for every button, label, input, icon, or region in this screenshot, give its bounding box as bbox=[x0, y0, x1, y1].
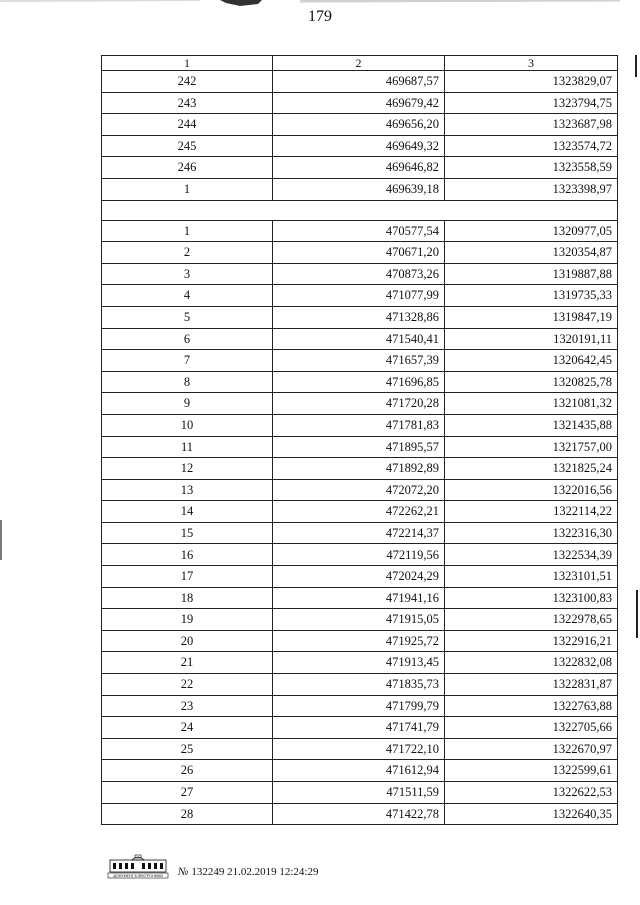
table-row bbox=[102, 436, 618, 458]
point-number-cell: 19 bbox=[102, 609, 273, 631]
point-number-cell: 16 bbox=[102, 544, 273, 566]
y-coordinate-cell: 1322763,88 bbox=[445, 695, 618, 717]
point-number-cell: 12 bbox=[102, 458, 273, 480]
point-number-cell: 245 bbox=[102, 135, 273, 157]
y-coordinate-cell: 1322114,22 bbox=[445, 501, 618, 523]
x-coordinate-cell: 471941,16 bbox=[273, 587, 445, 609]
table-row bbox=[102, 695, 618, 717]
x-coordinate-cell: 469656,20 bbox=[273, 114, 445, 136]
x-coordinate-cell: 471657,39 bbox=[273, 350, 445, 372]
column-header: 3 bbox=[445, 56, 618, 71]
x-coordinate-cell: 469687,57 bbox=[273, 71, 445, 93]
x-coordinate-cell: 471925,72 bbox=[273, 630, 445, 652]
table-row bbox=[102, 738, 618, 760]
x-coordinate-cell: 471915,05 bbox=[273, 609, 445, 631]
table-row bbox=[102, 587, 618, 609]
x-coordinate-cell: 471422,78 bbox=[273, 803, 445, 825]
table-row bbox=[102, 566, 618, 588]
y-coordinate-cell: 1322978,65 bbox=[445, 609, 618, 631]
x-coordinate-cell: 471696,85 bbox=[273, 371, 445, 393]
scan-margin-mark bbox=[635, 55, 637, 77]
y-coordinate-cell: 1319887,88 bbox=[445, 263, 618, 285]
y-coordinate-cell: 1322670,97 bbox=[445, 738, 618, 760]
y-coordinate-cell: 1321435,88 bbox=[445, 414, 618, 436]
table-row bbox=[102, 782, 618, 804]
table-row bbox=[102, 630, 618, 652]
table-header-row bbox=[102, 56, 618, 71]
table-row bbox=[102, 393, 618, 415]
table-row bbox=[102, 285, 618, 307]
y-coordinate-cell: 1321757,00 bbox=[445, 436, 618, 458]
section-separator-row bbox=[102, 200, 618, 220]
point-number-cell: 22 bbox=[102, 674, 273, 696]
point-number-cell: 28 bbox=[102, 803, 273, 825]
y-coordinate-cell: 1321081,32 bbox=[445, 393, 618, 415]
table-row bbox=[102, 350, 618, 372]
y-coordinate-cell: 1322622,53 bbox=[445, 782, 618, 804]
table-row bbox=[102, 306, 618, 328]
table-row bbox=[102, 414, 618, 436]
point-number-cell: 7 bbox=[102, 350, 273, 372]
point-number-cell: 26 bbox=[102, 760, 273, 782]
table-row bbox=[102, 135, 618, 157]
column-header: 1 bbox=[102, 56, 273, 71]
point-number-cell: 23 bbox=[102, 695, 273, 717]
y-coordinate-cell: 1323101,51 bbox=[445, 566, 618, 588]
point-number-cell: 15 bbox=[102, 522, 273, 544]
y-coordinate-cell: 1323398,97 bbox=[445, 178, 618, 200]
x-coordinate-cell: 471540,41 bbox=[273, 328, 445, 350]
y-coordinate-cell: 1322640,35 bbox=[445, 803, 618, 825]
point-number-cell: 17 bbox=[102, 566, 273, 588]
y-coordinate-cell: 1323794,75 bbox=[445, 92, 618, 114]
y-coordinate-cell: 1319735,33 bbox=[445, 285, 618, 307]
table-row bbox=[102, 371, 618, 393]
x-coordinate-cell: 472262,21 bbox=[273, 501, 445, 523]
column-header: 2 bbox=[273, 56, 445, 71]
x-coordinate-cell: 471781,83 bbox=[273, 414, 445, 436]
table-row bbox=[102, 157, 618, 179]
table-row bbox=[102, 178, 618, 200]
x-coordinate-cell: 469639,18 bbox=[273, 178, 445, 200]
y-coordinate-cell: 1322316,30 bbox=[445, 522, 618, 544]
x-coordinate-cell: 469649,32 bbox=[273, 135, 445, 157]
table-row bbox=[102, 220, 618, 242]
y-coordinate-cell: 1320191,11 bbox=[445, 328, 618, 350]
x-coordinate-cell: 471511,59 bbox=[273, 782, 445, 804]
table-row bbox=[102, 652, 618, 674]
table-row bbox=[102, 803, 618, 825]
point-number-cell: 4 bbox=[102, 285, 273, 307]
y-coordinate-cell: 1323100,83 bbox=[445, 587, 618, 609]
point-number-cell: 1 bbox=[102, 220, 273, 242]
point-number-cell: 11 bbox=[102, 436, 273, 458]
point-number-cell: 1 bbox=[102, 178, 273, 200]
point-number-cell: 243 bbox=[102, 92, 273, 114]
x-coordinate-cell: 472214,37 bbox=[273, 522, 445, 544]
table-row bbox=[102, 263, 618, 285]
table-row bbox=[102, 609, 618, 631]
document-footer bbox=[178, 866, 319, 878]
x-coordinate-cell: 471799,79 bbox=[273, 695, 445, 717]
point-number-cell: 27 bbox=[102, 782, 273, 804]
y-coordinate-cell: 1323558,59 bbox=[445, 157, 618, 179]
point-number-cell: 244 bbox=[102, 114, 273, 136]
point-number-cell: 13 bbox=[102, 479, 273, 501]
point-number-cell: 6 bbox=[102, 328, 273, 350]
y-coordinate-cell: 1322705,66 bbox=[445, 717, 618, 739]
x-coordinate-cell: 472024,29 bbox=[273, 566, 445, 588]
y-coordinate-cell: 1320825,78 bbox=[445, 371, 618, 393]
x-coordinate-cell: 471913,45 bbox=[273, 652, 445, 674]
x-coordinate-cell: 470671,20 bbox=[273, 242, 445, 264]
y-coordinate-cell: 1322534,39 bbox=[445, 544, 618, 566]
stamp-caption: ДОКУМЕНТ·ЕЛЕКТРОННИЙ bbox=[113, 874, 163, 878]
x-coordinate-cell: 471328,86 bbox=[273, 306, 445, 328]
point-number-cell: 2 bbox=[102, 242, 273, 264]
table-row bbox=[102, 458, 618, 480]
scan-margin-mark bbox=[636, 590, 638, 638]
x-coordinate-cell: 470873,26 bbox=[273, 263, 445, 285]
x-coordinate-cell: 471741,79 bbox=[273, 717, 445, 739]
x-coordinate-cell: 471835,73 bbox=[273, 674, 445, 696]
page-number: 179 bbox=[308, 8, 332, 25]
table-row bbox=[102, 522, 618, 544]
x-coordinate-cell: 471892,89 bbox=[273, 458, 445, 480]
table-row bbox=[102, 674, 618, 696]
table-row bbox=[102, 760, 618, 782]
x-coordinate-cell: 469679,42 bbox=[273, 92, 445, 114]
point-number-cell: 21 bbox=[102, 652, 273, 674]
y-coordinate-cell: 1322832,08 bbox=[445, 652, 618, 674]
point-number-cell: 18 bbox=[102, 587, 273, 609]
building-stamp-icon bbox=[106, 853, 170, 879]
x-coordinate-cell: 471722,10 bbox=[273, 738, 445, 760]
point-number-cell: 246 bbox=[102, 157, 273, 179]
y-coordinate-cell: 1322916,21 bbox=[445, 630, 618, 652]
x-coordinate-cell: 469646,82 bbox=[273, 157, 445, 179]
point-number-cell: 3 bbox=[102, 263, 273, 285]
y-coordinate-cell: 1323687,98 bbox=[445, 114, 618, 136]
separator-cell bbox=[102, 200, 618, 220]
x-coordinate-cell: 471895,57 bbox=[273, 436, 445, 458]
y-coordinate-cell: 1321825,24 bbox=[445, 458, 618, 480]
table-row bbox=[102, 479, 618, 501]
point-number-cell: 5 bbox=[102, 306, 273, 328]
table-row bbox=[102, 71, 618, 93]
y-coordinate-cell: 1323829,07 bbox=[445, 71, 618, 93]
number-sign: № bbox=[178, 866, 189, 878]
x-coordinate-cell: 471077,99 bbox=[273, 285, 445, 307]
scan-edge-artifact bbox=[0, 0, 640, 8]
table-row bbox=[102, 717, 618, 739]
point-number-cell: 242 bbox=[102, 71, 273, 93]
table-row bbox=[102, 242, 618, 264]
y-coordinate-cell: 1320642,45 bbox=[445, 350, 618, 372]
y-coordinate-cell: 1322831,87 bbox=[445, 674, 618, 696]
x-coordinate-cell: 470577,54 bbox=[273, 220, 445, 242]
coordinates-table bbox=[101, 55, 618, 825]
y-coordinate-cell: 1320354,87 bbox=[445, 242, 618, 264]
point-number-cell: 20 bbox=[102, 630, 273, 652]
table-row bbox=[102, 328, 618, 350]
table-row bbox=[102, 544, 618, 566]
y-coordinate-cell: 1322599,61 bbox=[445, 760, 618, 782]
scan-margin-mark bbox=[0, 520, 2, 560]
table-row bbox=[102, 92, 618, 114]
point-number-cell: 14 bbox=[102, 501, 273, 523]
document-registration: 132249 21.02.2019 12:24:29 bbox=[191, 866, 319, 878]
x-coordinate-cell: 472119,56 bbox=[273, 544, 445, 566]
x-coordinate-cell: 471720,28 bbox=[273, 393, 445, 415]
point-number-cell: 9 bbox=[102, 393, 273, 415]
y-coordinate-cell: 1320977,05 bbox=[445, 220, 618, 242]
table-row bbox=[102, 501, 618, 523]
point-number-cell: 8 bbox=[102, 371, 273, 393]
point-number-cell: 25 bbox=[102, 738, 273, 760]
y-coordinate-cell: 1319847,19 bbox=[445, 306, 618, 328]
table-row bbox=[102, 114, 618, 136]
y-coordinate-cell: 1322016,56 bbox=[445, 479, 618, 501]
x-coordinate-cell: 471612,94 bbox=[273, 760, 445, 782]
x-coordinate-cell: 472072,20 bbox=[273, 479, 445, 501]
y-coordinate-cell: 1323574,72 bbox=[445, 135, 618, 157]
point-number-cell: 24 bbox=[102, 717, 273, 739]
point-number-cell: 10 bbox=[102, 414, 273, 436]
